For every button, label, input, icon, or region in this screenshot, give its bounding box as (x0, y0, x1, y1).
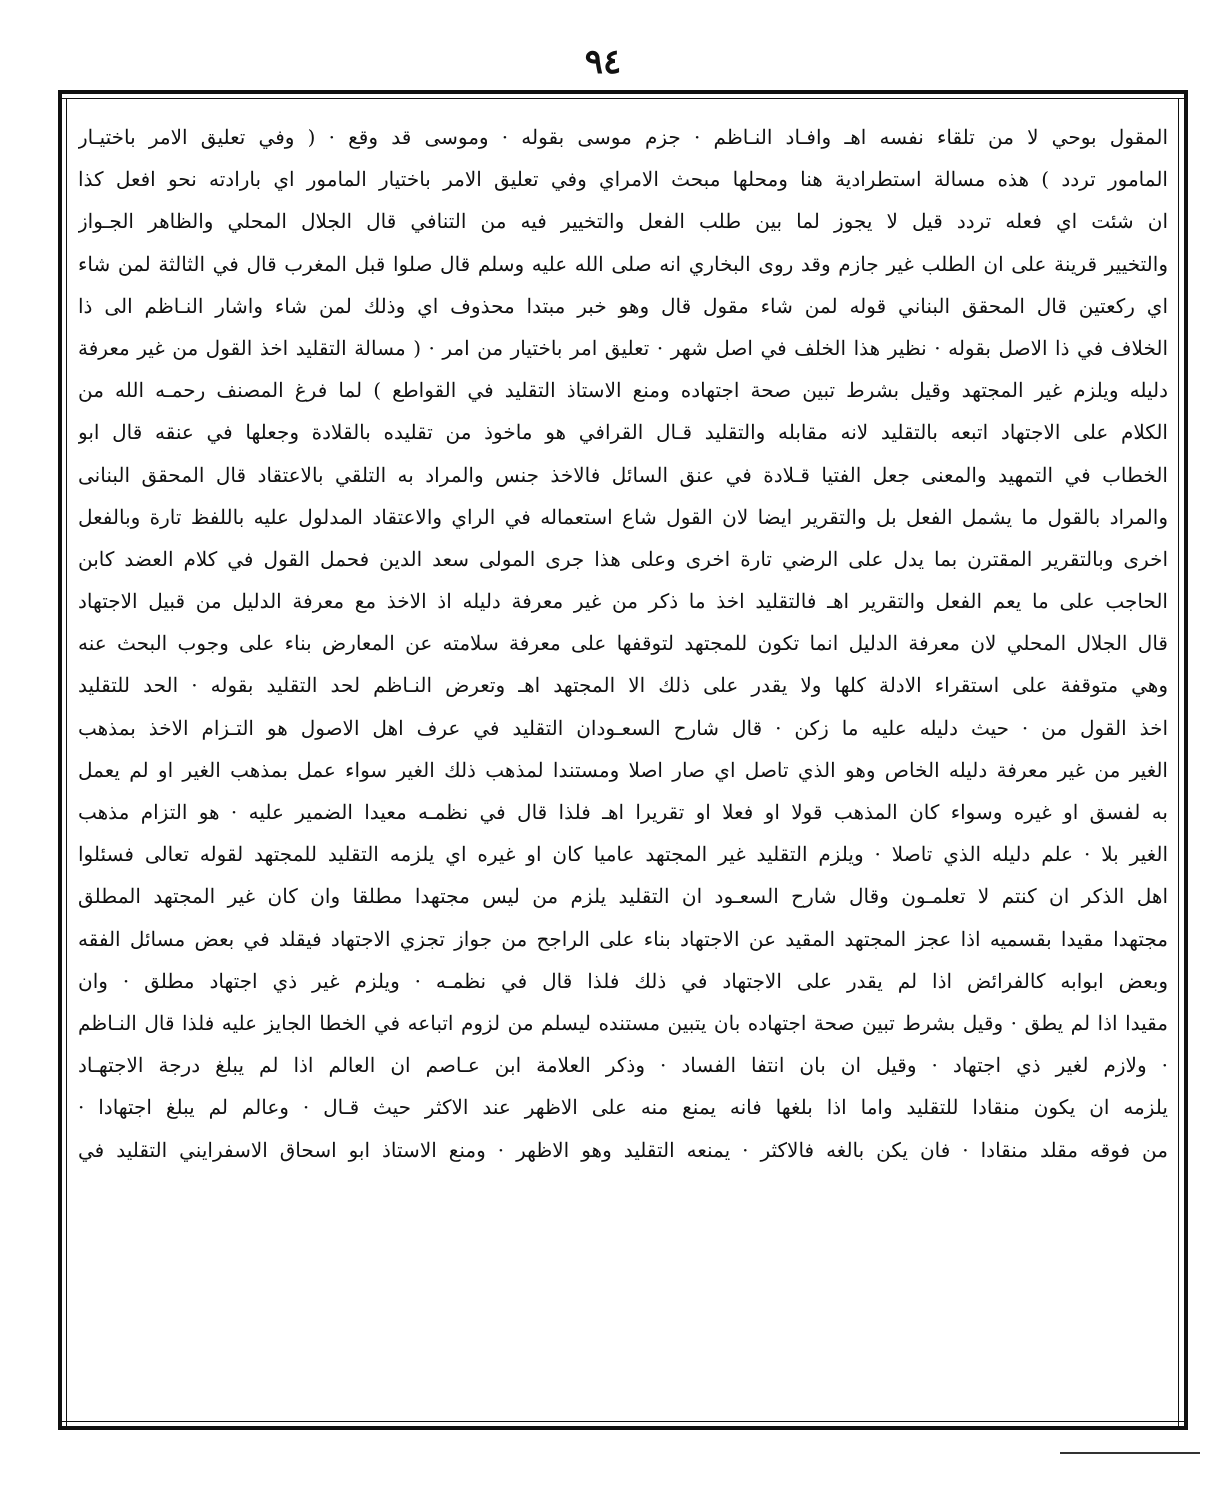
frame-bottom-thick-rule (58, 1426, 1188, 1430)
frame-bottom-thin-rule (58, 1421, 1188, 1422)
text-line: اي ركعتين قال المحقق البناني قوله لمن شاء مقول قال وهو خبر مبتدا محذوف اي وذلك لمن شاء واشار النـاظم الى ذا (78, 293, 1168, 318)
frame-top-thick-rule (58, 90, 1188, 94)
text-line: وبعض ابوابه كالفرائض اذا لم يقدر على الاجتهاد في ذلك فلذا قال في نظمـه · ويلزم غير ذي اجتهاد مطلق · وان (78, 968, 1168, 993)
text-line: · ولازم لغير ذي اجتهاد · وقيل ان بان انتفا الفساد · وذكر العلامة ابن عـاصم ان العالم اذا لم يبلغ درجة الاجتهـاد (78, 1053, 1168, 1078)
text-line: دليله ويلزم غير المجتهد وقيل بشرط تبين صحة اجتهاده ومنع الاستاذ التقليد في القواطع ) لما فرغ المصنف رحمـه الله من (78, 378, 1168, 403)
frame-right-thick-rule (1184, 90, 1188, 1430)
text-line: الغير بلا · علم دليله الذي تاصلا · ويلزم التقليد غير المجتهد عاميا كان او غيره اي يلزمه التقليد للمجتهد لقوله تعالى فسئلوا (78, 842, 1168, 867)
frame-right-thin-rule (1178, 98, 1179, 1426)
text-line: من فوقه مقلد منقادا · فان يكن بالغه فالاكثر · يمنعه التقليد وهو الاظهر · ومنع الاستاذ ابو اسحاق الاسفرايني التقليد في (78, 1137, 1168, 1162)
text-line: مقيدا اذا لم يطق · وقيل بشرط تبين صحة اجتهاده بان يتبين مستنده ليسلم من لزوم اتباعه في الخطا الجايز عليه فلذا قال النـاظم (78, 1010, 1168, 1035)
page-number: ٩٤ (584, 42, 622, 82)
text-line: وهي متوقفة على استقراء الادلة كلها ولا يقدر على ذلك الا المجتهد اهـ وتعرض النـاظم لحد التقليد بقوله · الحد للتقليد (78, 673, 1168, 698)
text-line: يلزمه ان يكون منقادا للتقليد واما اذا بلغها فانه يمنع منه على الاظهر عند الاكثر حيث قـال · وعالم لم يبلغ اجتهادا · (78, 1095, 1168, 1120)
text-line: الحاجب على ما يعم الفعل والتقرير اهـ فالتقليد اخذ ما ذكر من غير معرفة دليله اذ الاخذ مع معرفة الدليل من قبيل الاجتهاد (78, 589, 1168, 614)
text-line: اهل الذكر ان كنتم لا تعلمـون وقال شارح السعـود ان التقليد يلزم من ليس مجتهدا مطلقا وان كان غير المجتهد المطلق (78, 884, 1168, 909)
text-line: قال الجلال المحلي لان معرفة الدليل انما تكون للمجتهد لتوقفها على معرفة سلامته عن المعارض بناء على وجوب البحث عنه (78, 631, 1168, 656)
text-line: الكلام على الاجتهاد اتبعه بالتقليد لانه مقابله والتقليد قـال القرافي هو ماخوذ من تقليده بالقلادة وجعلها في عنقه قال ابو (78, 420, 1168, 445)
text-line: ان شئت اي فعله تردد قيل لا يجوز لما بين طلب الفعل والتخيير فيه من التنافي قال الجلال المحلي والظاهر الجـواز (78, 209, 1168, 234)
text-line: والتخيير قرينة على ان الطلب غير جازم وقد روى البخاري انه صلى الله عليه وسلم قال صلوا قبل المغرب قال في الثالثة لمن شاء (78, 251, 1168, 276)
text-line: اخذ القول من · حيث دليله عليه ما زكن · قال شارح السعـودان التقليد في عرف اهل الاصول هو التـزام الاخذ بمذهب (78, 715, 1168, 740)
text-line: الغير من غير معرفة دليله الخاص وهو الذي تاصل اي صار اصلا ومستندا لمذهب ذلك الغير سواء عمل بمذهب الغير او لم يعمل (78, 757, 1168, 782)
text-line: به لفسق او غيره وسواء كان المذهب قولا او فعلا او تقريرا اهـ فلذا قال في نظمـه معيدا الضمير عليه · هو التزام مذهب (78, 800, 1168, 824)
frame-top-thin-rule (58, 98, 1188, 99)
frame-left-thin-rule (66, 98, 67, 1426)
text-line: الخلاف في ذا الاصل بقوله · نظير هذا الخلف في اصل شهر · تعليق امر باختيار من امر · ( مسالة التقليد اخذ القول من غير معرفة (78, 335, 1168, 360)
text-line: اخرى وبالتقرير المقترن بما يدل على الرضي تارة اخرى وعلى هذا جرى المولى سعد الدين فحمل القول في كلام العضد كابن (78, 546, 1168, 571)
footer-rule (1060, 1452, 1200, 1454)
text-line: المامور تردد ) هذه مسالة استطرادية هنا ومحلها مبحث الامراي وفي تعليق الامر باختيار المامور اي بارادته نحو افعل كذا (78, 167, 1168, 192)
text-block (78, 116, 1168, 1416)
text-line: الخطاب في التمهيد والمعنى جعل الفتيا قـلادة في عنق السائل فالاخذ جنس والمراد به التلقي بالاعتقاد قال المحقق البنانى (78, 462, 1168, 487)
text-line: والمراد بالقول ما يشمل الفعل بل والتقرير ايضا لان القول شاع استعماله في الراي والاعتقاد المدلول عليه باللفظ تارة وبالفعل (78, 504, 1168, 529)
frame-left-thick-rule (58, 90, 62, 1430)
text-line: مجتهدا مقيدا بقسميه اذا عجز المجتهد المقيد عن الاجتهاد بناء على الراجح من جواز تجزي الاجتهاد فيقلد في بعض مسائل الفقه (78, 926, 1168, 951)
text-line: المقول بوحي لا من تلقاء نفسه اهـ وافـاد النـاظم · جزم موسى بقوله · وموسى قد وقع · ( وفي تعليق الامر باختيـار (78, 125, 1168, 149)
